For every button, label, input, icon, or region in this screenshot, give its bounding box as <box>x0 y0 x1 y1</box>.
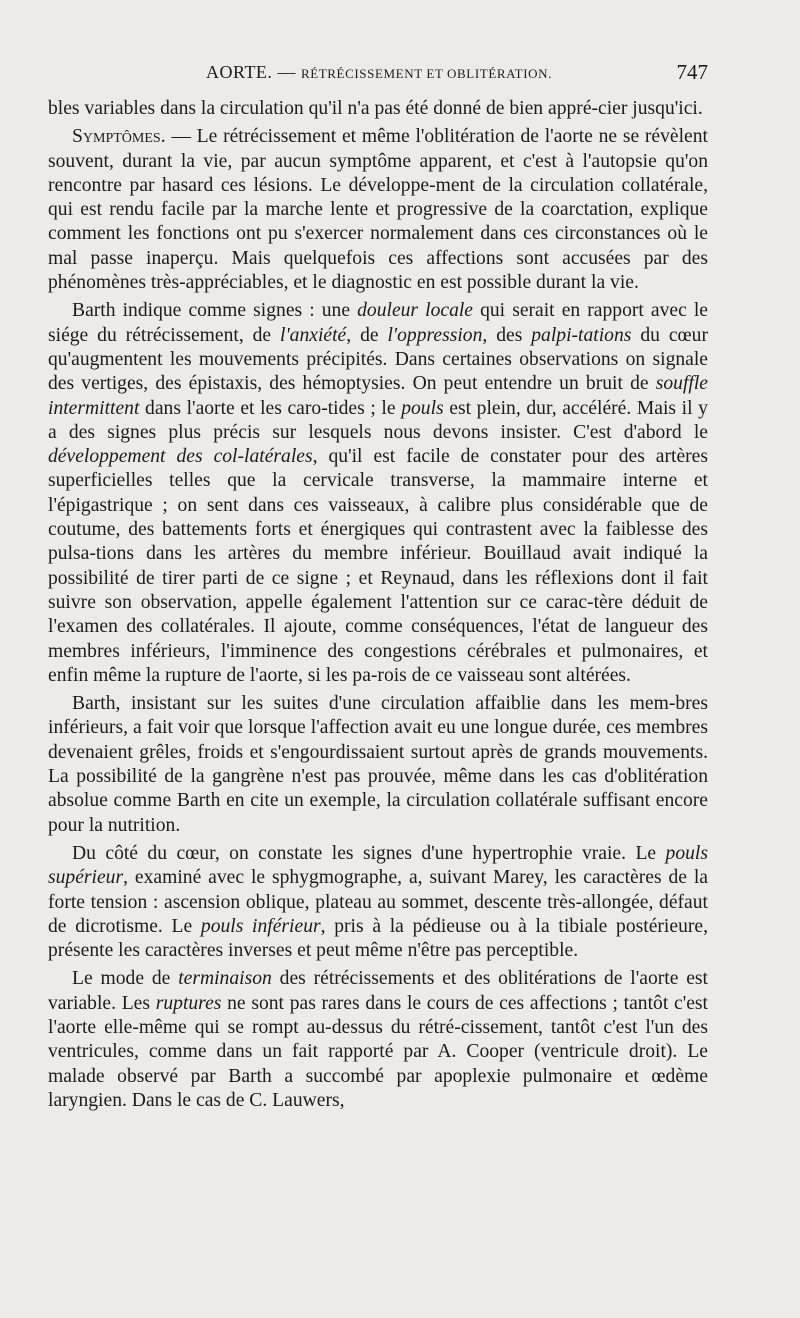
paragraph <box>48 692 708 838</box>
text-run: des rétrécissements et des oblitérations de l'aorte est variable. Les <box>48 968 709 1014</box>
running-title-subtitle: RÉTRÉCISSEMENT ET OBLITÉRATION. <box>300 66 552 81</box>
emphasis-text: ruptures <box>155 992 222 1014</box>
emphasis-text: développement des col-latérales <box>48 446 313 468</box>
text-run: qui serait en rapport avec le siége du rétrécissement, de <box>48 300 708 346</box>
running-title-main: AORTE. <box>206 62 273 82</box>
text-run: est plein, dur, accéléré. Mais il y a des signes plus précis sur lesquels nous devons insister. C'est d'abord le <box>48 397 708 443</box>
running-header <box>48 58 710 88</box>
text-run: du cœur qu'augmentent les mouvements précipités. Dans certaines observations on signale des vertiges, des épistaxis, des hémoptysies. On peut entendre un bruit de <box>48 324 708 395</box>
emphasis-text: souffle intermittent <box>48 373 708 419</box>
page-number: 747 <box>676 60 708 84</box>
text-run: , pris à la pédieuse ou à la tibiale postérieure, présente les caractères inverses et peut même n'être pas perceptible. <box>48 915 708 962</box>
text-run: Le mode de <box>72 968 179 990</box>
paragraph <box>48 299 708 688</box>
text-run: , de <box>346 324 388 346</box>
text-run: bles variables dans la circulation qu'il n'a pas été donné de bien appré-cier jusqu'ici. <box>48 98 703 119</box>
emphasis-text: pouls <box>401 397 444 419</box>
emphasis-text: pouls inférieur <box>200 915 321 937</box>
text-run: , des <box>482 324 532 346</box>
text-run: dans l'aorte et les caro-tides ; le <box>139 397 402 419</box>
emphasis-text: l'oppression <box>387 324 483 346</box>
emphasis-text: douleur locale <box>357 300 474 322</box>
emphasis-text: pouls supérieur <box>48 842 708 889</box>
text-run: — Le rétrécissement et même l'oblitération de l'aorte ne se révèlent souvent, durant la vie, par aucun symptôme apparent, et c'est à l'autopsie qu'on rencontre par hasard ces lésions. Le développe-ment de la circulation collatérale, qui est rendu facile par la marche lente et progressive de la coarctation, explique comment les fonctions ont pu s'exercer normalement dans ces circonstances où le mal passe inaperçu. Mais quelquefois ces affections sont accusées par des phénomènes très-appréciables, et le diagnostic en est possible durant la vie. <box>48 126 708 294</box>
text-run: Barth indique comme signes : une <box>72 300 358 322</box>
body-text <box>48 97 708 1117</box>
running-title <box>48 62 710 83</box>
emphasis-text: terminaison <box>178 968 272 990</box>
text-run: ne sont pas rares dans le cours de ces affections ; tantôt c'est l'aorte elle-même qui se rompt au-dessus du rétré-cissement, tantôt c'est l'un des ventricules, comme dans un fait rapporté par A. Cooper (ventricule droit). Le malade observé par Barth a succombé par apoplexie pulmonaire et œdème laryngien. Dans le cas de C. Lauwers, <box>48 992 708 1111</box>
text-run: , examiné avec le sphygmographe, a, suivant Marey, les caractères de la forte tension : ascension oblique, plateau au sommet, descente très-allongée, défaut de dicrotisme. Le <box>48 867 708 937</box>
text-run: Barth, insistant sur les suites d'une circulation affaiblie dans les mem-bres inférieurs, a fait voir que lorsque l'affection avait eu une longue durée, ces membres devenaient grêles, froids et s'engourdissaient surtout après de grands mouvements. La possibilité de la gangrène n'est pas prouvée, même dans les cas d'oblitération absolue comme Barth en cite un exemple, la circulation collatérale suffisant encore pour la nutrition. <box>48 693 708 836</box>
running-title-separator: — <box>277 62 296 82</box>
paragraph <box>48 967 708 1113</box>
emphasis-text: l'anxiété <box>280 324 347 346</box>
text-run: , qu'il est facile de constater pour des artères superficielles telles que la cervicale transverse, la mammaire interne et l'épigastrique ; on sent dans ces vaisseaux, à calibre plus considérable que de coutume, des battements forts et énergiques qui contrastent avec la faiblesse des pulsa-tions dans les artères du membre inférieur. Bouillaud avait indiqué la possibilité de tirer parti de ce signe ; et Reynaud, dans les réflexions dont il fait suivre son observation, appelle également l'attention sur ce carac-tère déduit de l'examen des collatérales. Il ajoute, comme conséquences, l'état de langueur des membres inférieurs, l'imminence des congestions cérébrales et pulmonaires, et enfin même la rupture de l'aorte, si les pa-rois de ce vaisseau sont altérées. <box>48 446 709 686</box>
section-heading: Symptômes. <box>72 126 166 148</box>
emphasis-text: palpi-tations <box>531 324 632 346</box>
paragraph <box>48 125 708 295</box>
text-run: Du côté du cœur, on constate les signes d'une hypertrophie vraie. Le <box>72 842 666 864</box>
paragraph <box>48 97 708 121</box>
paragraph <box>48 842 708 963</box>
